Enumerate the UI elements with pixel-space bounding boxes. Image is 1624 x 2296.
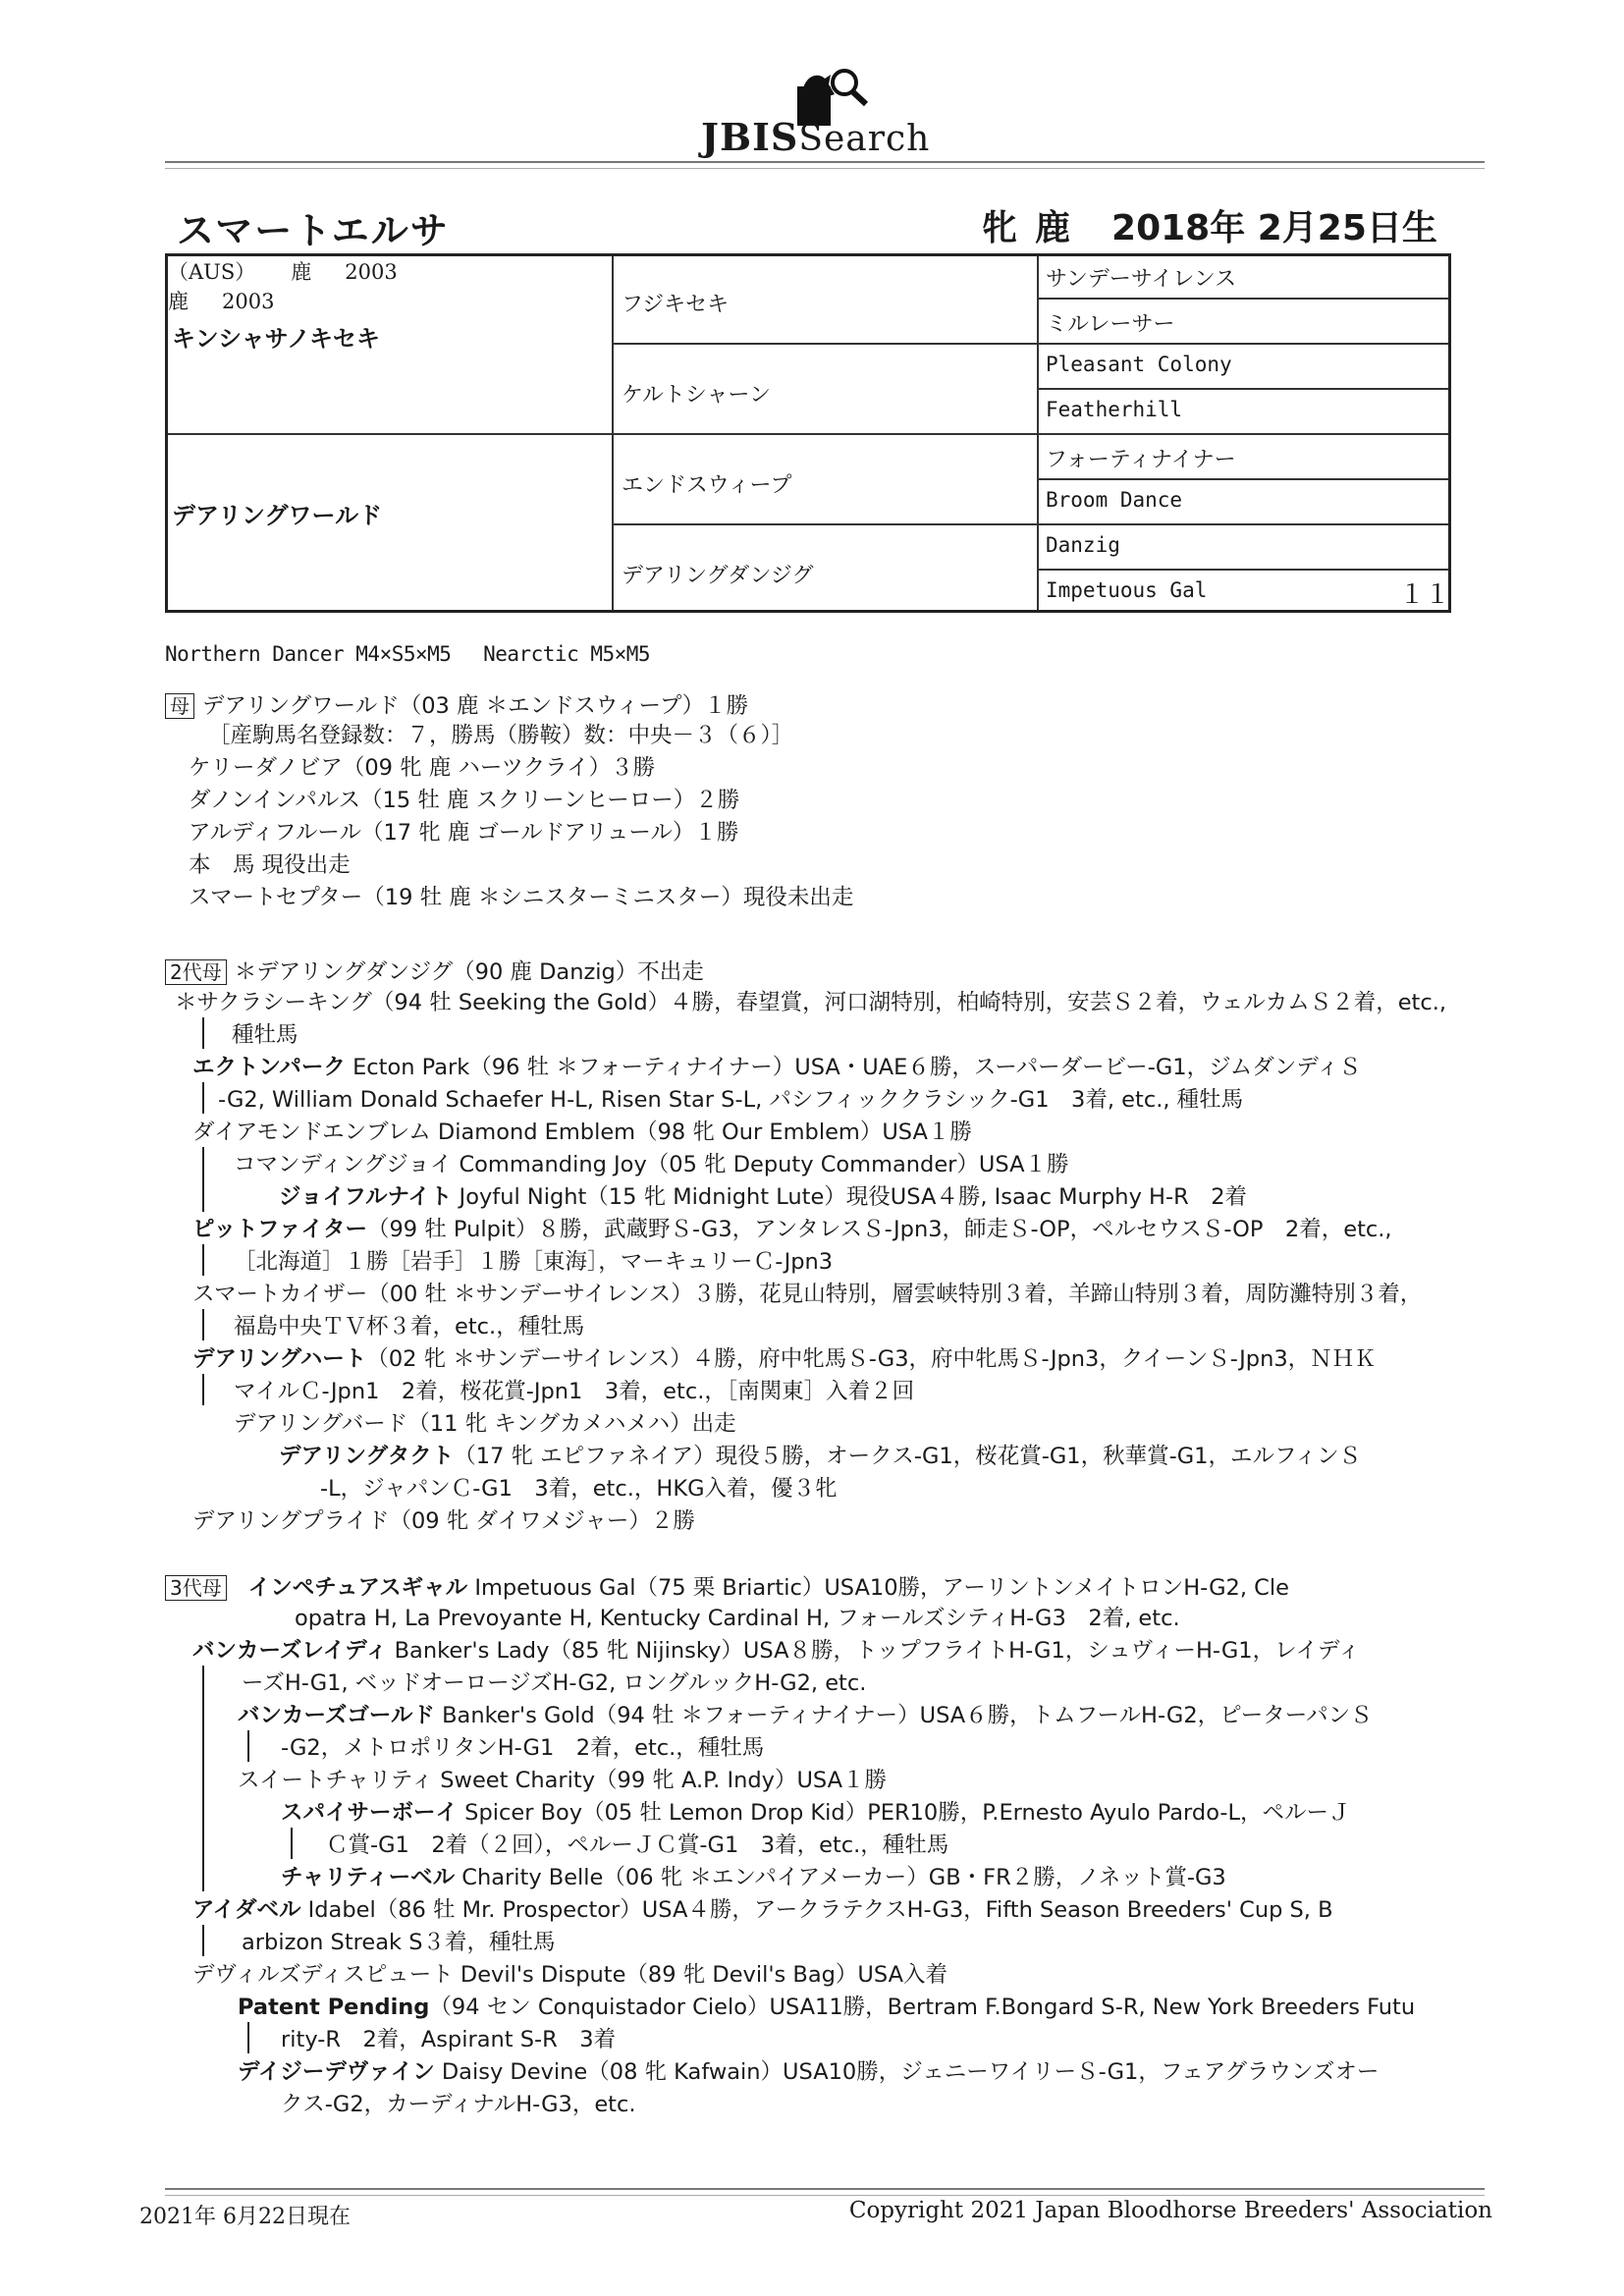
header-divider (165, 161, 1485, 169)
third-dam-label: 3代母 (165, 1575, 227, 1601)
dam-sire: エンドスウィープ (622, 473, 792, 498)
family-entry: バンカーズゴールド Banker's Gold（94 牡 ＊フォーティナイナー）USA６勝，トムフールH-G2，ピーターパンＳ (238, 1703, 1373, 1728)
family-entry: ［北海道］１勝［岩手］１勝［東海］，マーキュリーＣ-Jpn3 (234, 1249, 834, 1275)
sire-details: （AUS） 鹿 2003 (168, 260, 398, 284)
third-dam-line: 3代母 インペチュアスギャル Impetuous Gal（75 栗 Briartic）USA10勝，アーリントンメイトロンH-G2, Cle (165, 1575, 1289, 1601)
sire-dam: ケルトシャーン (622, 383, 772, 408)
family-entry: スパイサーボーイ Spicer Boy（05 牡 Lemon Drop Kid）PER10勝，P.Ernesto Ayulo Pardo-L，ペルーＪ (281, 1800, 1351, 1826)
family-entry: ジョイフルナイト Joyful Night（15 牝 Midnight Lute）現役USA４勝, Isaac Murphy H-R 2着 (279, 1184, 1248, 1210)
family-entry: デイジーデヴァイン Daisy Devine（08 牝 Kafwain）USA10勝，ジェニーワイリーＳ-G1，フェアグラウンズオー (238, 2059, 1380, 2085)
dam-progeny: ダノンインパルス（15 牡 鹿 スクリーンヒーロー）２勝 (189, 788, 740, 813)
second-dam-line: 2代母 ＊デアリングダンジグ（90 鹿 Danzig）不出走 (165, 959, 704, 985)
logo-jbis: JBIS (701, 115, 799, 159)
family-entry: スイートチャリティ Sweet Charity（99 牝 A.P. Indy）USA１勝 (238, 1768, 888, 1793)
dam-progeny: スマートセプター（19 牡 鹿 ＊シニスターミニスター）現役未出走 (189, 885, 854, 910)
family-entry: バンカーズレイディ Banker's Lady（85 牝 Nijinsky）USA８勝，トップフライトH-G1，シュヴィーH-G1，レイディ (192, 1638, 1361, 1664)
horse-sex: 牝 (982, 208, 1018, 248)
family-entry: スマートカイザー（00 牡 ＊サンデーサイレンス）３勝，花見山特別，層雲峡特別３着，羊蹄山特別３着，周防灘特別３着， (192, 1282, 1423, 1307)
g3-ancestor: Pleasant Colony (1046, 353, 1232, 376)
family-number: １１ (1399, 580, 1451, 610)
family-entry: -G2, William Donald Schaefer H-L, Risen Star S-L, パシフィッククラシック-G1 3着, etc., 種牡馬 (218, 1087, 1244, 1113)
family-entry: opatra H, La Prevoyante H, Kentucky Cardinal H, フォールズシティH-G3 2着, etc. (295, 1606, 1180, 1631)
copyright: Copyright 2021 Japan Bloodhorse Breeders' Association (848, 2198, 1492, 2223)
horse-name: スマートエルサ (177, 209, 450, 252)
tree-bar (202, 1666, 204, 1891)
family-entry: デアリングプライド（09 牝 ダイワメジャー）２勝 (192, 1508, 695, 1534)
horse-info (982, 200, 1455, 250)
family-entry: コマンディングジョイ Commanding Joy（05 牝 Deputy Commander）USA１勝 (234, 1152, 1069, 1177)
horse-birth: 2018年 2月25日生 (1111, 208, 1437, 248)
family-entry: チャリティーベル Charity Belle（06 牝 ＊エンパイアメーカー）GB・FR２勝，ノネット賞-G3 (281, 1865, 1226, 1890)
footer-date: 2021年 6月22日現在 (139, 2205, 351, 2229)
family-entry: デアリングバード（11 牝 キングカメハメハ）出走 (234, 1411, 736, 1437)
tree-bar (202, 1017, 204, 1049)
g3-ancestor: ミルレーサー (1046, 312, 1175, 337)
dam-stats: ［産駒馬名登録数：７，勝馬（勝鞍）数：中央－３（６）］ (208, 723, 794, 748)
family-entry: 福島中央ＴＶ杯３着，etc.，種牡馬 (234, 1314, 585, 1339)
horse-color: 鹿 (1035, 208, 1071, 248)
dam-details: 鹿 2003 (168, 290, 275, 313)
footer-divider (165, 2188, 1485, 2196)
family-entry: -G2，メトロポリタンH-G1 2着，etc.，種牡馬 (281, 1735, 765, 1761)
dam-progeny: アルディフルール（17 牝 鹿 ゴールドアリュール）１勝 (189, 820, 739, 846)
dam-dam: デアリングダンジグ (622, 564, 814, 588)
family-entry: ＊サクラシーキング（94 牡 Seeking the Gold）４勝，春望賞，河口湖特別，柏崎特別，安芸Ｓ２着，ウェルカムＳ２着，etc., (175, 990, 1447, 1015)
sire-sire: フジキセキ (622, 293, 730, 317)
family-entry: Patent Pending（94 セン Conquistador Cielo）USA11勝，Bertram F.Bongard S-R, New York Breeders Futu (238, 1995, 1416, 2020)
family-entry: クス-G2，カーディナルH-G3，etc. (281, 2092, 636, 2117)
tree-bar (202, 1925, 204, 1956)
dam-line: 母 デアリングワールド（03 鹿 ＊エンドスウィープ）１勝 (165, 693, 748, 719)
dam-section-label: 母 (165, 693, 194, 719)
tree-bar (202, 1309, 204, 1340)
g3-ancestor: Featherhill (1046, 398, 1183, 421)
family-entry: デアリングタクト（17 牝 エピファネイア）現役５勝，オークス-G1，桜花賞-G1，秋華賞-G1，エルフィンＳ (279, 1444, 1362, 1469)
tree-bar (247, 2022, 249, 2053)
tree-bar (202, 1082, 204, 1114)
family-entry: rity-R 2着，Aspirant S-R 3着 (281, 2027, 617, 2052)
family-entry: arbizon Streak S３着，種牡馬 (242, 1930, 556, 1955)
g3-ancestor: Danzig (1046, 533, 1120, 557)
g3-ancestor: フォーティナイナー (1046, 448, 1236, 472)
family-entry: マイルＣ-Jpn1 2着，桜花賞-Jpn1 3着，etc.，［南関東］入着２回 (234, 1379, 915, 1404)
g3-ancestor: Impetuous Gal (1046, 578, 1208, 602)
logo-search: Search (798, 119, 931, 159)
family-entry: アイダベル Idabel（86 牡 Mr. Prospector）USA４勝，アークラテクスH-G3，Fifth Season Breeders' Cup S, B (192, 1897, 1333, 1923)
family-entry: エクトンパーク Ecton Park（96 牡 ＊フォーティナイナー）USA・UAE６勝，スーパーダービー-G1，ジムダンディＳ (192, 1055, 1362, 1080)
inbreeding-note: Northern Dancer M4×S5×M5 Nearctic M5×M5 (165, 642, 651, 666)
sire-name: キンシャサノキセキ (172, 325, 381, 353)
dam-progeny: ケリーダノビア（09 牝 鹿 ハーツクライ）３勝 (189, 755, 656, 781)
dam-name: デアリングワールド (172, 502, 383, 529)
tree-bar (202, 1374, 204, 1405)
g3-ancestor: サンデーサイレンス (1046, 267, 1237, 292)
g3-ancestor: Broom Dance (1046, 488, 1183, 512)
jbis-search-logo (701, 65, 937, 163)
pedigree-table (165, 253, 1451, 613)
family-entry: Ｃ賞-G1 2着（２回），ペルーＪＣ賞-G1 3着，etc.，種牡馬 (326, 1832, 949, 1858)
tree-bar (202, 1147, 204, 1212)
tree-bar (247, 1730, 249, 1762)
second-dam-label: 2代母 (165, 959, 227, 985)
tree-bar (291, 1828, 293, 1859)
family-entry: デヴィルズディスピュート Devil's Dispute（89 牝 Devil's Bag）USA入着 (192, 1962, 947, 1988)
family-entry: -L，ジャパンＣ-G1 3着，etc.，HKG入着，優３牝 (320, 1476, 838, 1502)
family-entry: ピットファイター（99 牡 Pulpit）８勝，武蔵野Ｓ-G3，アンタレスＳ-Jpn3，師走Ｓ-OP，ペルセウスＳ-OP 2着，etc., (192, 1217, 1392, 1242)
family-entry: 種牡馬 (232, 1022, 298, 1048)
dam-progeny: 本 馬 現役出走 (189, 852, 351, 878)
family-entry: デアリングハート（02 牝 ＊サンデーサイレンス）４勝，府中牝馬Ｓ-G3，府中牝馬Ｓ-Jpn3，クイーンＳ-Jpn3，ＮＨＫ (192, 1346, 1377, 1372)
family-entry: ーズH-G1, ベッドオーロージズH-G2, ロングルックH-G2, etc. (242, 1670, 867, 1696)
family-entry: ダイアモンドエンブレム Diamond Emblem（98 牝 Our Emblem）USA１勝 (192, 1120, 972, 1145)
tree-bar (202, 1244, 204, 1276)
